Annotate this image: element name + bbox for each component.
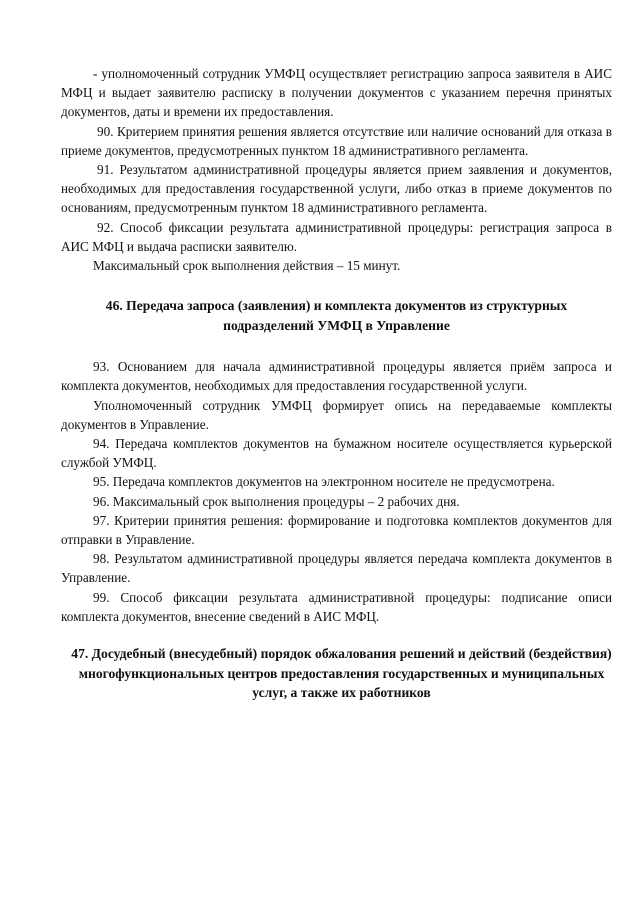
section-heading-47: 47. Досудебный (внесудебный) порядок обжалования решений и действий (бездействия) многофункциональных центров предоставления государственных и муниципальных услуг, а также их работников bbox=[71, 646, 612, 701]
paragraph-registration: - уполномоченный сотрудник УМФЦ осуществляет регистрацию запроса заявителя в АИС МФЦ и выдает заявителю расписку в получении документов с указанием перечня принятых документов, даты и времени их предоставления. bbox=[61, 66, 612, 120]
paragraph-94: 94. Передача комплектов документов на бумажном носителе осуществляется курьерской службой УМФЦ. bbox=[61, 436, 612, 471]
section-heading-46: 46. Передача запроса (заявления) и комплекта документов из структурных подразделений УМФЦ в Управление bbox=[105, 298, 568, 333]
paragraph-90: 90. Критерием принятия решения является отсутствие или наличие оснований для отказа в приеме документов, предусмотренных пунктом 18 административного регламента. bbox=[61, 123, 612, 158]
paragraph-91: 91. Результатом административной процедуры является прием заявления и документов, необходимых для предоставления государственной услуги, либо отказ в приеме документов по основаниям, предусмотренным пунктом 18 административного регламента. bbox=[61, 162, 612, 216]
paragraph-99: 99. Способ фиксации результата административной процедуры: подписание описи комплекта документов, внесение сведений в АИС МФЦ. bbox=[61, 589, 612, 624]
paragraph-97: 97. Критерии принятия решения: формирование и подготовка комплектов документов для отправки в Управление. bbox=[61, 512, 612, 548]
paragraph-96: 96. Максимальный срок выполнения процедуры – 2 рабочих дня. bbox=[93, 493, 460, 509]
paragraph-95: 95. Передача комплектов документов на электронном носителе не предусмотрена. bbox=[93, 474, 555, 490]
paragraph-max-time-action: Максимальный срок выполнения действия – 15 минут. bbox=[93, 258, 401, 274]
paragraph-inventory: Уполномоченный сотрудник УМФЦ формирует опись на передаваемые комплекты документов в Управление. bbox=[61, 397, 612, 432]
paragraph-93: 93. Основанием для начала административной процедуры является приём запроса и комплекта документов, необходимых для предоставления государственной услуги. bbox=[61, 359, 612, 394]
paragraph-98: 98. Результатом административной процедуры является передача комплекта документов в Управление. bbox=[61, 551, 612, 586]
paragraph-92: 92. Способ фиксации результата административной процедуры: регистрация запроса в АИС МФЦ и выдача расписки заявителю. bbox=[61, 219, 612, 254]
document-page bbox=[61, 64, 612, 703]
